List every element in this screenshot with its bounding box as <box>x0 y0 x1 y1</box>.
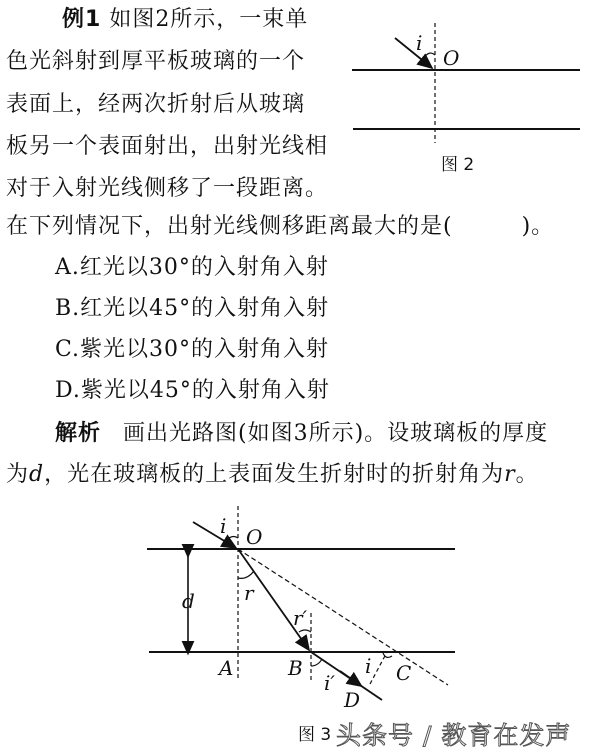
fig3-caption: 图 3 <box>298 725 332 745</box>
watermark: 头条号 / 教育在发声 <box>336 721 572 750</box>
fig3-label-a: A <box>219 656 234 680</box>
fig3-label-c: C <box>396 661 412 685</box>
problem-line-2: 色光斜射到厚平板玻璃的一个 <box>6 49 306 74</box>
analysis-text-1: 画出光路图(如图3所示)。设玻璃板的厚度 <box>123 421 549 446</box>
problem-line-4: 板另一个表面射出，出射光线相 <box>6 134 329 159</box>
fig3-label-o: O <box>246 525 263 549</box>
fig2-caption: 图 2 <box>441 155 475 175</box>
fig3-label-r: r <box>244 581 254 605</box>
fig2-point-o: O <box>443 46 460 70</box>
option-a: A.红光以30°的入射角入射 <box>55 255 329 280</box>
example-label: 例1 <box>62 7 102 32</box>
fig3-label-i-top: i <box>220 514 227 538</box>
option-b: B.红光以45°的入射角入射 <box>55 296 330 321</box>
fig2-angle-i: i <box>416 31 423 55</box>
fig3-label-r-prime: r′ <box>293 606 308 630</box>
option-c: C.紫光以30°的入射角入射 <box>55 337 330 362</box>
problem-line-1: 如图2所示，一束单 <box>109 7 309 32</box>
fig3-label-i-right: i <box>365 654 372 678</box>
var-d: d <box>29 462 45 487</box>
fig3-label-d-point: D <box>344 688 361 712</box>
fig3-label-i-prime: i′ <box>324 671 335 695</box>
analysis-line-2: 为d，光在玻璃板的上表面发生折射时的折射角为r。 <box>6 462 539 487</box>
problem-line-5: 对于入射光线侧移了一段距离。 <box>6 176 329 201</box>
var-r: r <box>504 462 516 487</box>
problem-question: 在下列情况下，出射光线侧移距离最大的是( )。 <box>6 214 555 239</box>
fig3-label-b: B <box>288 656 303 680</box>
fig3-label-d: d <box>182 589 195 613</box>
problem-line-3: 表面上，经两次折射后从玻璃 <box>6 92 306 117</box>
analysis-label: 解析 <box>55 421 102 446</box>
option-d: D.紫光以45°的入射角入射 <box>55 378 330 403</box>
